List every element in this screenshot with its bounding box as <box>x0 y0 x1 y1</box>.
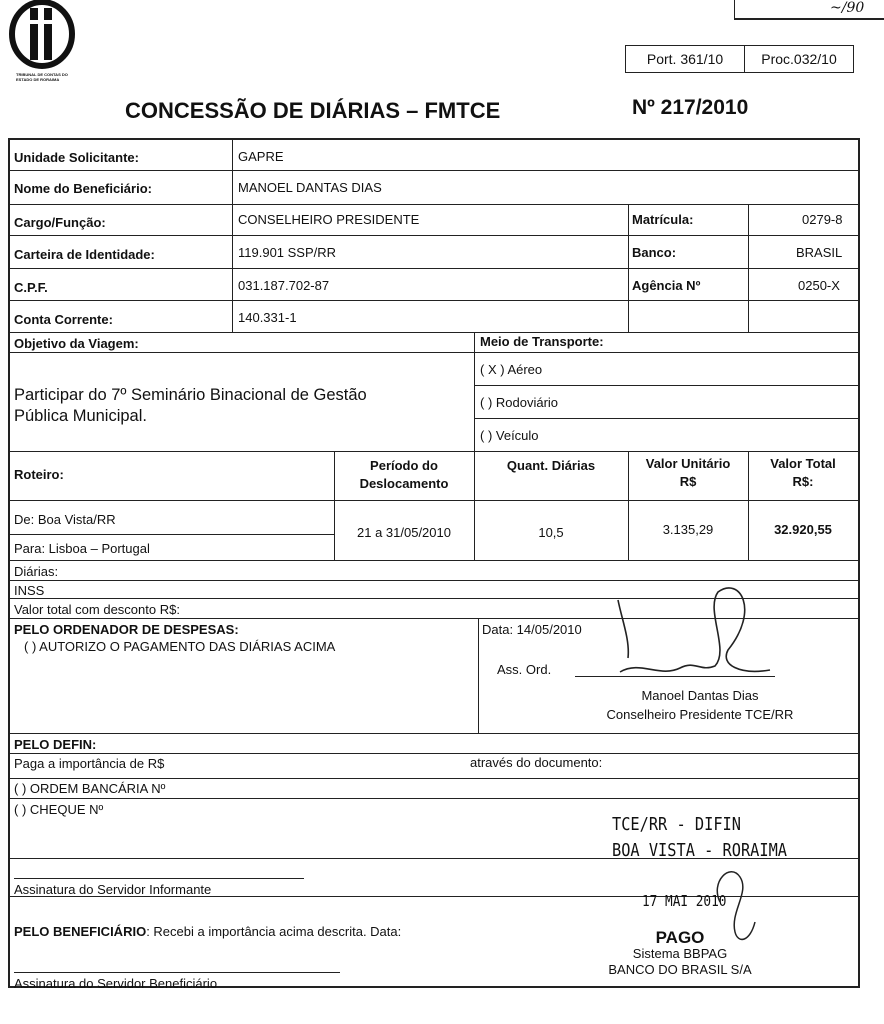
valor-unitario-header-1: Valor Unitário <box>645 456 731 471</box>
transporte-rodoviario: ( ) Rodoviário <box>480 395 559 410</box>
cpf-value: 031.187.702-87 <box>238 278 330 293</box>
roteiro-para: Para: Lisboa – Portugal <box>14 541 150 556</box>
diarias-label: Diárias: <box>14 564 59 579</box>
stamp-initials-icon <box>700 852 780 952</box>
transporte-veiculo: ( ) Veículo <box>480 428 539 443</box>
stamp-tce-line1: TCE/RR - DIFIN <box>612 814 741 835</box>
autorizo-checkbox-label: ( ) AUTORIZO O PAGAMENTO DAS DIÁRIAS ACIMA <box>24 639 336 654</box>
valor-desconto-label: Valor total com desconto R$: <box>14 602 180 617</box>
matricula-label: Matrícula: <box>632 212 694 227</box>
valor-unitario-header-2: R$ <box>679 474 697 489</box>
quant-value: 10,5 <box>538 525 564 540</box>
stamp-pago: PAGO <box>655 928 705 947</box>
periodo-header-1: Período do <box>370 458 438 473</box>
port-ref: Port. 361/10 <box>625 45 745 73</box>
banco-label: Banco: <box>632 245 677 260</box>
roteiro-de: De: Boa Vista/RR <box>14 512 116 527</box>
transporte-label: Meio de Transporte: <box>480 334 604 349</box>
carteira-label: Carteira de Identidade: <box>14 247 155 262</box>
logo-emblem-icon <box>8 0 78 72</box>
unidade-label: Unidade Solicitante: <box>14 150 139 165</box>
valor-total-header-1: Valor Total <box>770 456 836 471</box>
cargo-label: Cargo/Função: <box>14 215 106 230</box>
objetivo-label: Objetivo da Viagem: <box>14 336 139 351</box>
valor-unitario-value: 3.135,29 <box>662 522 714 537</box>
stamp-banco: BANCO DO BRASIL S/A <box>608 962 752 977</box>
transporte-aereo: ( X ) Aéreo <box>480 362 543 377</box>
paga-label: Paga a importância de R$ <box>14 756 165 771</box>
beneficiario-line <box>14 924 401 939</box>
valor-total-header-2: R$: <box>792 474 814 489</box>
atraves-label: através do documento: <box>470 755 603 770</box>
periodo-value: 21 a 31/05/2010 <box>357 525 451 540</box>
stamp-sistema: Sistema BBPAG <box>632 946 728 961</box>
stamp-date: 17 MAI 2010 <box>642 892 727 910</box>
roteiro-label: Roteiro: <box>14 467 64 482</box>
conta-value: 140.331-1 <box>238 310 297 325</box>
ordenador-ass-label: Ass. Ord. <box>497 662 552 677</box>
document-number: Nº 217/2010 <box>632 96 749 119</box>
cargo-value: CONSELHEIRO PRESIDENTE <box>238 212 420 227</box>
cpf-label: C.P.F. <box>14 280 48 295</box>
periodo-header-2: Deslocamento <box>359 476 449 491</box>
ordem-bancaria-label: ( ) ORDEM BANCÁRIA Nº <box>14 781 166 796</box>
quant-header: Quant. Diárias <box>506 458 596 473</box>
carteira-value: 119.901 SSP/RR <box>238 245 337 260</box>
beneficiario-label: PELO BENEFICIÁRIO <box>14 924 147 939</box>
unidade-value: GAPRE <box>238 149 284 164</box>
proc-ref: Proc.032/10 <box>744 45 854 73</box>
ordenador-signature-icon <box>600 580 790 690</box>
conta-label: Conta Corrente: <box>14 312 113 327</box>
stamp-tce-line2: BOA VISTA - RORAIMA <box>612 840 788 861</box>
ordenador-label: PELO ORDENADOR DE DESPESAS: <box>14 622 239 637</box>
valor-total-value: 32.920,55 <box>774 522 832 537</box>
ordenador-nome: Manoel Dantas Dias <box>641 688 759 703</box>
beneficiario-text: : Recebi a importância acima descrita. Data: <box>146 924 402 939</box>
cheque-label: ( ) CHEQUE Nº <box>14 802 104 817</box>
ass-beneficiario-label: Assinatura do Servidor Beneficiário <box>14 976 218 991</box>
logo-caption: TRIBUNAL DE CONTAS DO ESTADO DE RORAIMA <box>16 72 68 82</box>
defin-label: PELO DEFIN: <box>14 737 97 752</box>
banco-value: BRASIL <box>796 245 843 260</box>
diarias-form <box>8 138 860 991</box>
ordenador-cargo: Conselheiro Presidente TCE/RR <box>606 707 794 722</box>
objetivo-text-line2: Pública Municipal. <box>14 407 147 425</box>
ordenador-data: Data: 14/05/2010 <box>482 622 582 637</box>
agencia-label: Agência Nº <box>632 278 701 293</box>
agencia-value: 0250-X <box>798 278 840 293</box>
page-title: CONCESSÃO DE DIÁRIAS – FMTCE <box>125 98 501 123</box>
nome-value: MANOEL DANTAS DIAS <box>238 180 382 195</box>
objetivo-text-line1: Participar do 7º Seminário Binacional de Gestão <box>14 386 367 404</box>
matricula-value: 0279-8 <box>802 212 843 227</box>
inss-label: INSS <box>14 583 45 598</box>
nome-label: Nome do Beneficiário: <box>14 181 152 196</box>
top-corner-mark: ~/90 <box>830 0 865 16</box>
ass-informante-label: Assinatura do Servidor Informante <box>14 882 212 897</box>
